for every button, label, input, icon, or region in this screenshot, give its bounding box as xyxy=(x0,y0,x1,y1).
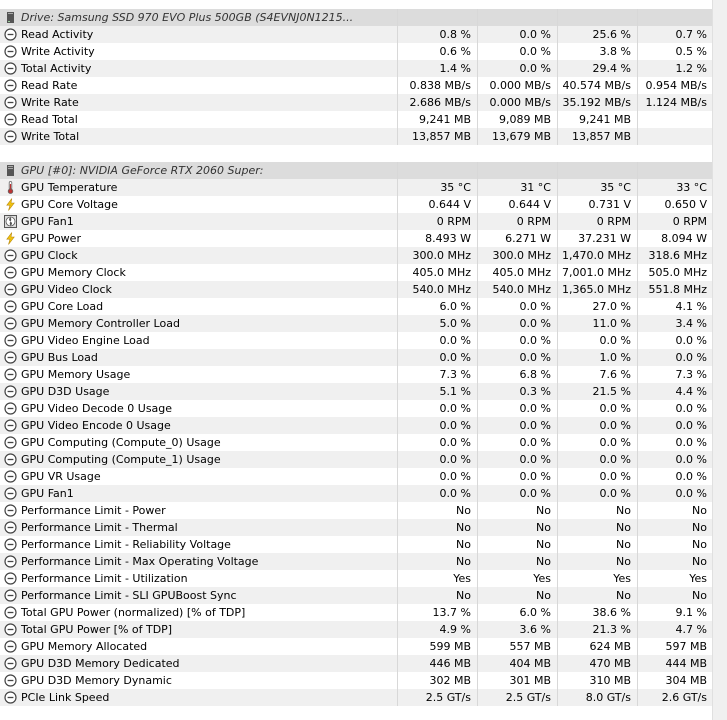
clock-icon xyxy=(4,300,17,313)
sensor-label: GPU Power xyxy=(21,232,81,245)
sensor-value: No xyxy=(536,555,551,568)
sensor-row[interactable] xyxy=(0,689,712,706)
sensor-value xyxy=(637,128,712,145)
sensor-row[interactable] xyxy=(0,383,712,400)
sensor-value: 9,241 MB xyxy=(578,113,631,126)
sensor-label: PCIe Link Speed xyxy=(21,691,110,704)
clock-icon xyxy=(4,317,17,330)
sensor-row[interactable] xyxy=(0,519,712,536)
sensor-label: GPU Memory Allocated xyxy=(21,640,148,653)
sensor-value: 13.7 % xyxy=(432,606,471,619)
sensor-value: 35.192 MB/s xyxy=(562,96,631,109)
sensor-value: 444 MB xyxy=(665,657,707,670)
clock-icon xyxy=(4,283,17,296)
sensor-value: 1.124 MB/s xyxy=(645,96,707,109)
sensor-label: Performance Limit - Max Operating Voltage xyxy=(21,555,259,568)
sensor-value: 0.0 % xyxy=(599,419,631,432)
sensor-row[interactable] xyxy=(0,536,712,553)
clock-icon xyxy=(4,266,17,279)
clock-icon xyxy=(4,555,17,568)
sensor-value: 0.0 % xyxy=(519,45,551,58)
clock-icon xyxy=(4,572,17,585)
sensor-label: Write Total xyxy=(21,130,80,143)
sensor-value: 13,679 MB xyxy=(491,130,551,143)
sensor-label: Write Activity xyxy=(21,45,95,58)
clock-icon xyxy=(4,249,17,262)
vertical-scrollbar[interactable] xyxy=(712,0,727,720)
sensor-value: 21.5 % xyxy=(592,385,631,398)
sensor-row[interactable] xyxy=(0,247,712,264)
sensor-value: 0.650 V xyxy=(664,198,707,211)
sensor-row[interactable] xyxy=(0,77,712,94)
sensor-value: No xyxy=(616,555,631,568)
sensor-value: 0.0 % xyxy=(439,487,471,500)
sensor-row[interactable] xyxy=(0,638,712,655)
sensor-value: 13,857 MB xyxy=(411,130,471,143)
sensor-row[interactable] xyxy=(0,196,712,213)
sensor-value: 0 RPM xyxy=(672,215,707,228)
sensor-row[interactable] xyxy=(0,111,712,128)
sensor-value: 0.0 % xyxy=(519,351,551,364)
sensor-value: 300.0 MHz xyxy=(492,249,551,262)
sensor-row[interactable] xyxy=(0,587,712,604)
sensor-label: Performance Limit - Utilization xyxy=(21,572,188,585)
sensor-row[interactable] xyxy=(0,468,712,485)
sensor-label: GPU Memory Usage xyxy=(21,368,131,381)
sensor-value: 2.686 MB/s xyxy=(409,96,471,109)
sensor-value: 302 MB xyxy=(429,674,471,687)
clock-icon xyxy=(4,368,17,381)
sensor-value: 4.1 % xyxy=(675,300,707,313)
clock-icon xyxy=(4,28,17,41)
fan-icon xyxy=(4,215,17,228)
clock-icon xyxy=(4,521,17,534)
sensor-value: No xyxy=(536,521,551,534)
sensor-row[interactable] xyxy=(0,400,712,417)
clock-icon xyxy=(4,385,17,398)
sensor-value: No xyxy=(456,504,471,517)
sensor-value: 0.0 % xyxy=(519,62,551,75)
sensor-label: GPU D3D Memory Dedicated xyxy=(21,657,180,670)
sensor-value: 0.0 % xyxy=(675,487,707,500)
clock-icon xyxy=(4,538,17,551)
sensor-value: 0 RPM xyxy=(436,215,471,228)
sensor-value: 0.000 MB/s xyxy=(489,79,551,92)
sensor-value: 8.094 W xyxy=(661,232,707,245)
sensor-value: 446 MB xyxy=(429,657,471,670)
thermometer-icon xyxy=(4,181,17,194)
sensor-value: No xyxy=(456,538,471,551)
sensor-label: GPU Core Load xyxy=(21,300,104,313)
sensor-value: 624 MB xyxy=(589,640,631,653)
sensor-value: 0.0 % xyxy=(519,28,551,41)
sensor-value: 13,857 MB xyxy=(571,130,631,143)
sensor-label: Write Rate xyxy=(21,96,79,109)
sensor-label: Performance Limit - Reliability Voltage xyxy=(21,538,231,551)
sensor-value: 310 MB xyxy=(589,674,631,687)
sensor-value: 4.4 % xyxy=(675,385,707,398)
sensor-value: No xyxy=(692,555,707,568)
sensor-value: 7.3 % xyxy=(675,368,707,381)
sensor-value: No xyxy=(692,538,707,551)
sensor-value: 21.3 % xyxy=(592,623,631,636)
sensor-value: 0 RPM xyxy=(516,215,551,228)
clock-icon xyxy=(4,79,17,92)
sensor-value: 0.0 % xyxy=(439,419,471,432)
sensor-value: 0.0 % xyxy=(675,402,707,415)
sensor-label: GPU Video Engine Load xyxy=(21,334,150,347)
section-spacer xyxy=(0,145,712,162)
sensor-row[interactable] xyxy=(0,366,712,383)
sensor-value: No xyxy=(692,521,707,534)
sensor-row[interactable] xyxy=(0,230,712,247)
sensor-value: 9.1 % xyxy=(675,606,707,619)
sensor-value: 0.0 % xyxy=(439,436,471,449)
sensor-value: 6.271 W xyxy=(505,232,551,245)
sensor-value: 0.5 % xyxy=(675,45,707,58)
sensor-value: 4.7 % xyxy=(675,623,707,636)
clock-icon xyxy=(4,436,17,449)
clock-icon xyxy=(4,606,17,619)
gpu-icon xyxy=(4,164,17,177)
sensor-value: 6.0 % xyxy=(519,606,551,619)
sensor-value: 0.0 % xyxy=(519,419,551,432)
clock-icon xyxy=(4,674,17,687)
sensor-label: Read Activity xyxy=(21,28,94,41)
sensor-row[interactable] xyxy=(0,485,712,502)
sensor-value: 9,241 MB xyxy=(418,113,471,126)
sensor-label: GPU Memory Controller Load xyxy=(21,317,180,330)
sensor-value: 0.0 % xyxy=(519,487,551,500)
sensor-label: GPU Clock xyxy=(21,249,78,262)
sensor-value: 35 °C xyxy=(600,181,631,194)
section-title: Drive: Samsung SSD 970 EVO Plus 500GB (S4EVNJ0N1215... xyxy=(21,11,354,24)
sensor-value: 8.0 GT/s xyxy=(585,691,631,704)
sensor-row[interactable] xyxy=(0,451,712,468)
sensor-value: 0.7 % xyxy=(675,28,707,41)
clock-icon xyxy=(4,130,17,143)
sensor-value: 0.0 % xyxy=(519,402,551,415)
sensor-value: 31 °C xyxy=(520,181,551,194)
sensor-value: 0.0 % xyxy=(599,402,631,415)
sensor-row[interactable] xyxy=(0,94,712,111)
sensor-label: GPU D3D Memory Dynamic xyxy=(21,674,172,687)
sensor-row[interactable] xyxy=(0,332,712,349)
sensor-value: 7.6 % xyxy=(599,368,631,381)
sensor-label: GPU VR Usage xyxy=(21,470,101,483)
sensor-value: 40.574 MB/s xyxy=(562,79,631,92)
sensor-value: 37.231 W xyxy=(578,232,631,245)
sensor-value: 405.0 MHz xyxy=(492,266,551,279)
sensor-value: 0.3 % xyxy=(519,385,551,398)
clock-icon xyxy=(4,45,17,58)
sensor-value: 9,089 MB xyxy=(498,113,551,126)
sensor-value: 27.0 % xyxy=(592,300,631,313)
sensor-value: Yes xyxy=(453,572,471,585)
sensor-label: Total GPU Power [% of TDP] xyxy=(21,623,173,636)
sensor-value: 33 °C xyxy=(676,181,707,194)
sensor-value: 1.4 % xyxy=(439,62,471,75)
sensor-row[interactable] xyxy=(0,553,712,570)
sensor-value: 505.0 MHz xyxy=(648,266,707,279)
clock-icon xyxy=(4,691,17,704)
clock-icon xyxy=(4,402,17,415)
sensor-label: Performance Limit - Thermal xyxy=(21,521,178,534)
sensor-value: 0.0 % xyxy=(599,436,631,449)
sensor-value: 7,001.0 MHz xyxy=(561,266,631,279)
sensor-value: 0.0 % xyxy=(599,487,631,500)
sensor-value: 25.6 % xyxy=(592,28,631,41)
clock-icon xyxy=(4,453,17,466)
clock-icon xyxy=(4,657,17,670)
sensor-value: 540.0 MHz xyxy=(412,283,471,296)
sensor-value: 0.0 % xyxy=(599,470,631,483)
sensor-value: No xyxy=(692,589,707,602)
section-header[interactable] xyxy=(0,9,712,26)
sensor-label: Performance Limit - Power xyxy=(21,504,166,517)
sensor-label: Read Total xyxy=(21,113,78,126)
sensor-value: 0.0 % xyxy=(439,402,471,415)
sensor-value: 0.0 % xyxy=(439,351,471,364)
sensor-value: 2.5 GT/s xyxy=(425,691,471,704)
sensor-label: Total Activity xyxy=(21,62,92,75)
sensor-value: 0.0 % xyxy=(599,453,631,466)
sensor-value: 0.0 % xyxy=(519,453,551,466)
sensor-row[interactable] xyxy=(0,128,712,145)
sensor-value: 8.493 W xyxy=(425,232,471,245)
sensor-label: Read Rate xyxy=(21,79,78,92)
sensor-row[interactable] xyxy=(0,213,712,230)
sensor-value: 5.0 % xyxy=(439,317,471,330)
sensor-value: 0.0 % xyxy=(439,453,471,466)
sensor-value: 0.6 % xyxy=(439,45,471,58)
clock-icon xyxy=(4,470,17,483)
lightning-icon xyxy=(4,198,17,211)
section-header[interactable] xyxy=(0,162,712,179)
sensor-value: No xyxy=(616,521,631,534)
sensor-label: GPU Video Clock xyxy=(21,283,112,296)
sensor-value: 2.6 GT/s xyxy=(661,691,707,704)
sensor-value: No xyxy=(536,504,551,517)
sensor-value: 0.0 % xyxy=(519,470,551,483)
sensor-row[interactable] xyxy=(0,349,712,366)
sensor-value: 1,470.0 MHz xyxy=(561,249,631,262)
sensor-value: 0 RPM xyxy=(596,215,631,228)
sensor-row[interactable] xyxy=(0,417,712,434)
sensor-value: 0.0 % xyxy=(675,453,707,466)
sensor-value: 0.0 % xyxy=(439,334,471,347)
sensor-row[interactable] xyxy=(0,179,712,196)
sensor-label: GPU Fan1 xyxy=(21,215,74,228)
clock-icon xyxy=(4,351,17,364)
section-title: GPU [#0]: NVIDIA GeForce RTX 2060 Super: xyxy=(21,164,264,177)
sensor-value: 557 MB xyxy=(509,640,551,653)
sensor-value: 0.0 % xyxy=(519,300,551,313)
sensor-value: 3.4 % xyxy=(675,317,707,330)
sensor-value: No xyxy=(692,504,707,517)
sensor-value: 4.9 % xyxy=(439,623,471,636)
lightning-icon xyxy=(4,232,17,245)
clock-icon xyxy=(4,623,17,636)
sensor-row[interactable] xyxy=(0,502,712,519)
sensor-value: Yes xyxy=(689,572,707,585)
clock-icon xyxy=(4,419,17,432)
sensor-value: 0.644 V xyxy=(428,198,471,211)
sensor-value: 0.0 % xyxy=(599,334,631,347)
sensor-value: 5.1 % xyxy=(439,385,471,398)
sensor-value: 1,365.0 MHz xyxy=(561,283,631,296)
sensor-label: GPU Memory Clock xyxy=(21,266,126,279)
clock-icon xyxy=(4,113,17,126)
sensor-label: Performance Limit - SLI GPUBoost Sync xyxy=(21,589,237,602)
sensor-label: GPU Fan1 xyxy=(21,487,74,500)
sensor-value: 0.0 % xyxy=(675,334,707,347)
sensor-value: 599 MB xyxy=(429,640,471,653)
sensor-value: 38.6 % xyxy=(592,606,631,619)
sensor-row[interactable] xyxy=(0,570,712,587)
sensor-row[interactable] xyxy=(0,281,712,298)
sensor-value: No xyxy=(456,555,471,568)
sensor-row[interactable] xyxy=(0,60,712,77)
sensor-value: 0.8 % xyxy=(439,28,471,41)
sensor-value: 7.3 % xyxy=(439,368,471,381)
sensor-label: GPU Video Decode 0 Usage xyxy=(21,402,173,415)
sensor-value: 0.0 % xyxy=(675,351,707,364)
sensor-value: Yes xyxy=(613,572,631,585)
sensor-row[interactable] xyxy=(0,298,712,315)
sensor-value: 0.644 V xyxy=(508,198,551,211)
sensor-value: 300.0 MHz xyxy=(412,249,471,262)
sensor-value: Yes xyxy=(533,572,551,585)
sensor-row[interactable] xyxy=(0,621,712,638)
sensor-row[interactable] xyxy=(0,434,712,451)
sensor-value: 304 MB xyxy=(665,674,707,687)
sensor-row[interactable] xyxy=(0,672,712,689)
sensor-value: 0.838 MB/s xyxy=(409,79,471,92)
sensor-value: No xyxy=(536,589,551,602)
sensor-label: Total GPU Power (normalized) [% of TDP] xyxy=(21,606,246,619)
sensor-value: 6.8 % xyxy=(519,368,551,381)
sensor-value: 0.0 % xyxy=(519,317,551,330)
sensor-row[interactable] xyxy=(0,43,712,60)
sensor-value: 0.0 % xyxy=(439,470,471,483)
sensor-value: 3.8 % xyxy=(599,45,631,58)
sensor-value: No xyxy=(456,589,471,602)
clock-icon xyxy=(4,504,17,517)
sensor-value: 0.0 % xyxy=(675,419,707,432)
clock-icon xyxy=(4,334,17,347)
sensor-value: 551.8 MHz xyxy=(648,283,707,296)
sensor-value xyxy=(637,111,712,128)
sensor-value: 2.5 GT/s xyxy=(505,691,551,704)
sensor-value: 0.0 % xyxy=(519,436,551,449)
sensor-value: 301 MB xyxy=(509,674,551,687)
clock-icon xyxy=(4,487,17,500)
sensor-value: 6.0 % xyxy=(439,300,471,313)
sensor-label: GPU Video Encode 0 Usage xyxy=(21,419,171,432)
drive-icon xyxy=(4,11,17,24)
sensor-value: No xyxy=(616,589,631,602)
sensor-row[interactable] xyxy=(0,655,712,672)
sensor-value: 470 MB xyxy=(589,657,631,670)
sensor-label: GPU Core Voltage xyxy=(21,198,118,211)
sensor-value: 318.6 MHz xyxy=(648,249,707,262)
sensor-value: 0.0 % xyxy=(675,436,707,449)
sensor-row[interactable] xyxy=(0,315,712,332)
sensor-value: 597 MB xyxy=(665,640,707,653)
sensor-label: GPU Temperature xyxy=(21,181,118,194)
sensor-value: 0.731 V xyxy=(588,198,631,211)
sensor-value: 1.0 % xyxy=(599,351,631,364)
sensor-value: 0.954 MB/s xyxy=(645,79,707,92)
sensor-value: 11.0 % xyxy=(592,317,631,330)
sensor-value: No xyxy=(536,538,551,551)
sensor-row[interactable] xyxy=(0,26,712,43)
clock-icon xyxy=(4,62,17,75)
sensor-value: 0.000 MB/s xyxy=(489,96,551,109)
sensor-value: 1.2 % xyxy=(675,62,707,75)
sensor-value: 29.4 % xyxy=(592,62,631,75)
clock-icon xyxy=(4,96,17,109)
clock-icon xyxy=(4,640,17,653)
sensor-value: 0.0 % xyxy=(675,470,707,483)
sensor-value: 3.6 % xyxy=(519,623,551,636)
sensor-label: GPU D3D Usage xyxy=(21,385,110,398)
sensor-value: 35 °C xyxy=(440,181,471,194)
sensor-label: GPU Bus Load xyxy=(21,351,98,364)
sensor-value: 404 MB xyxy=(509,657,551,670)
sensor-value: 405.0 MHz xyxy=(412,266,471,279)
sensor-value: 0.0 % xyxy=(519,334,551,347)
sensor-value: No xyxy=(616,504,631,517)
sensor-label: GPU Computing (Compute_0) Usage xyxy=(21,436,221,449)
sensor-value: No xyxy=(616,538,631,551)
sensor-value: No xyxy=(456,521,471,534)
clock-icon xyxy=(4,589,17,602)
sensor-row[interactable] xyxy=(0,604,712,621)
sensor-label: GPU Computing (Compute_1) Usage xyxy=(21,453,221,466)
sensor-value: 540.0 MHz xyxy=(492,283,551,296)
sensor-row[interactable] xyxy=(0,264,712,281)
